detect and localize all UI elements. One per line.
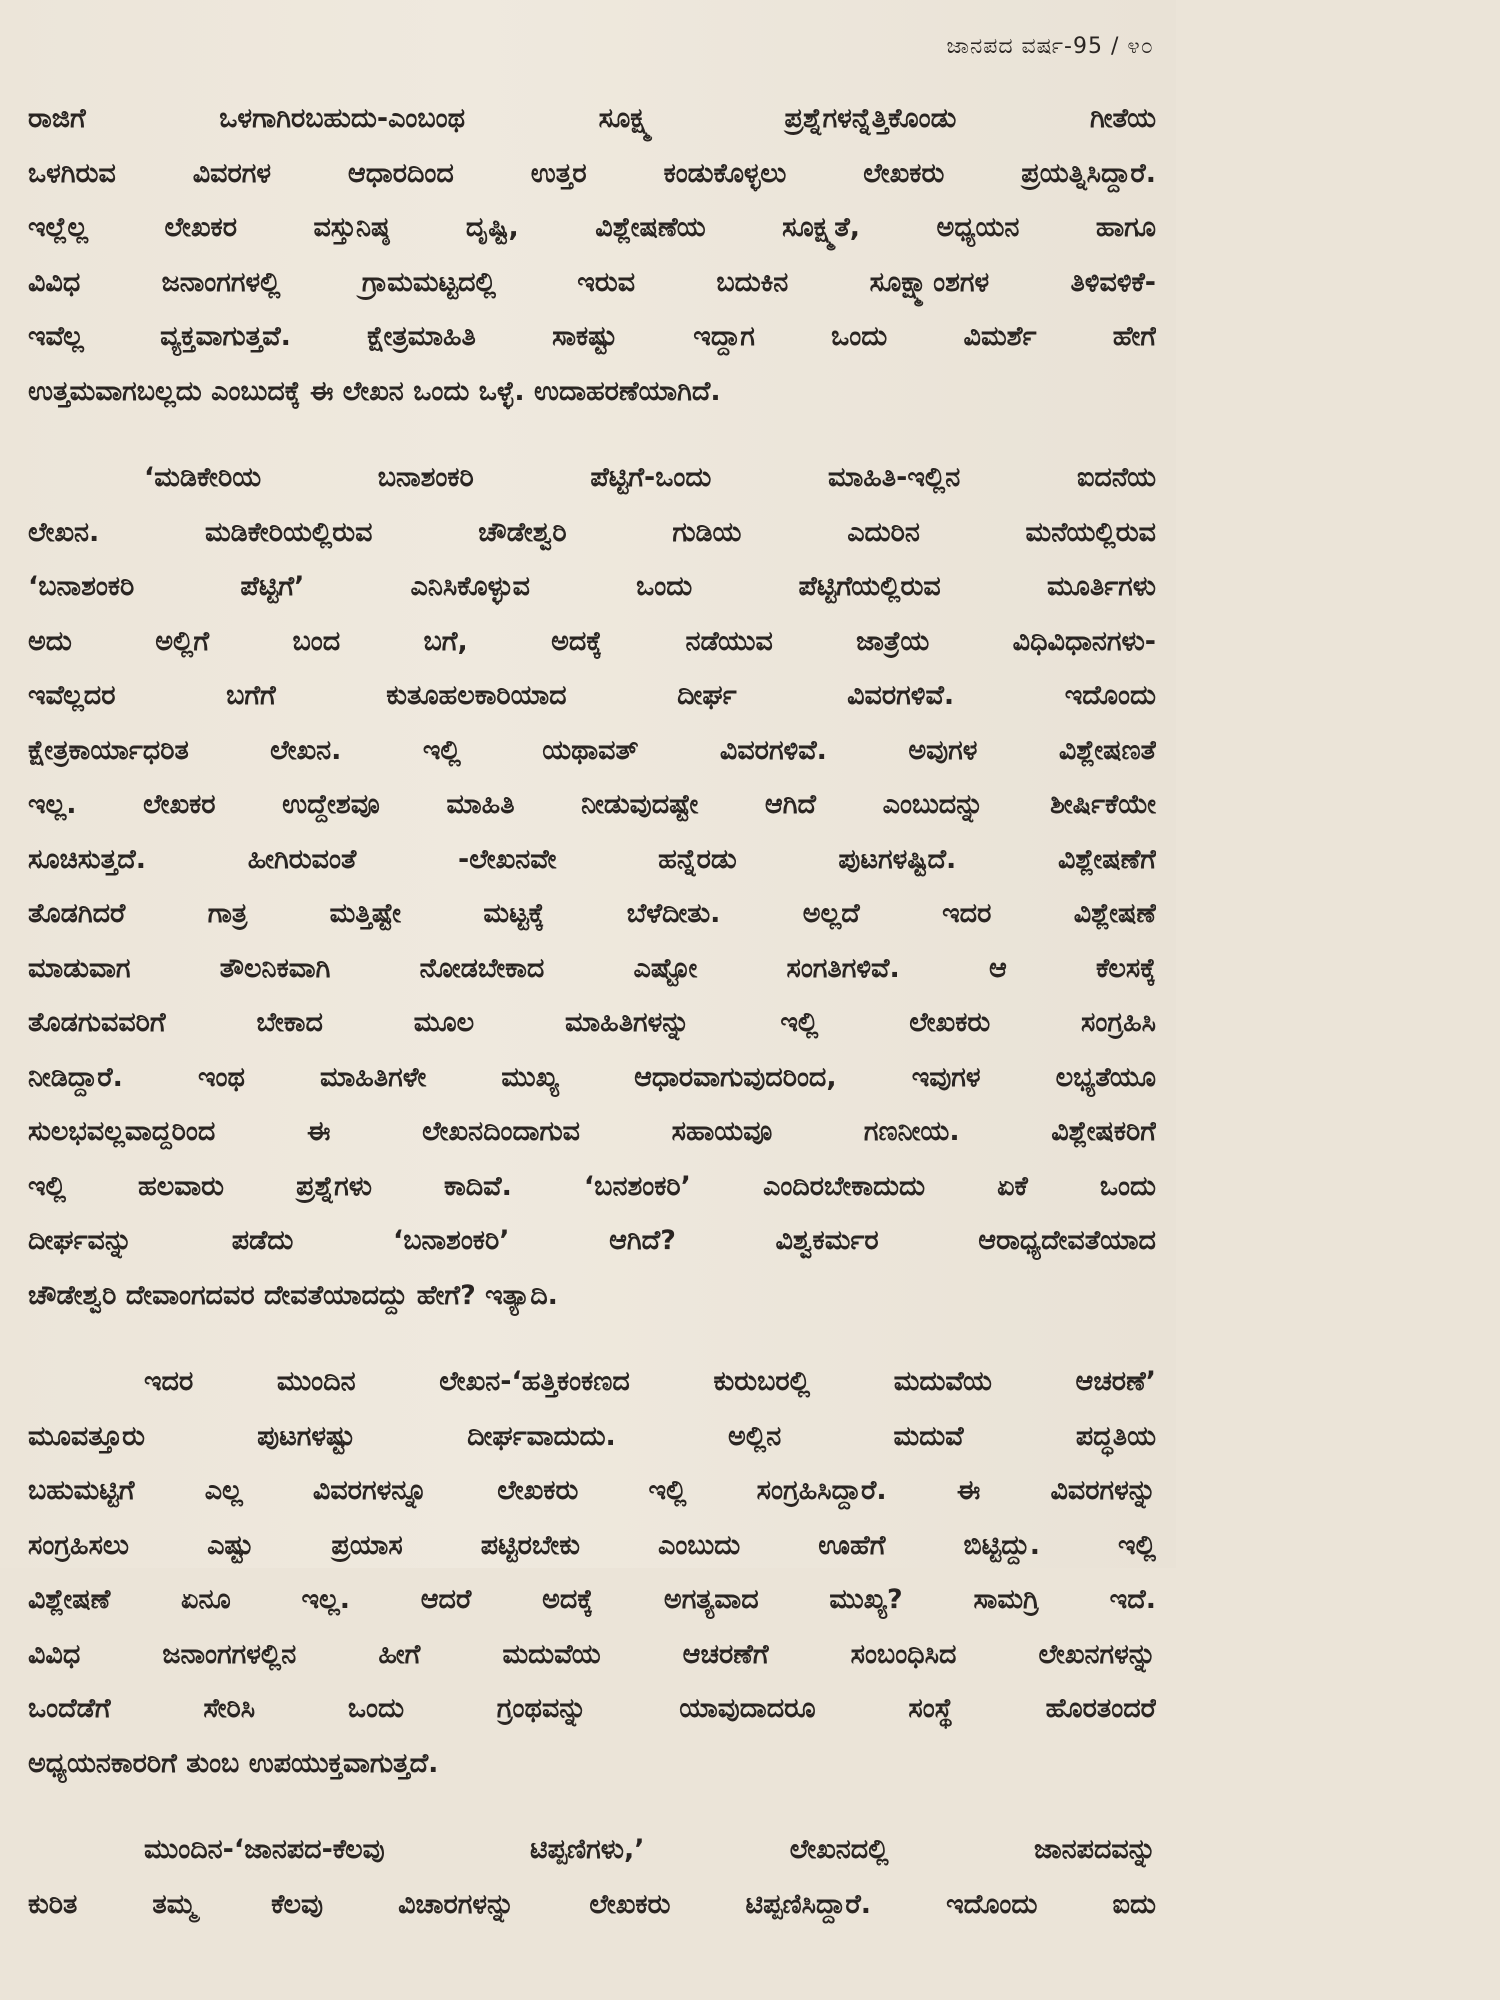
text-line: ಕ್ಷೇತ್ರಕಾರ್ಯಾಧರಿತ ಲೇಖನ. ಇಲ್ಲಿ ಯಥಾವತ್ ವಿವರಗಳಿವೆ. ಅವುಗಳ ವಿಶ್ಲೇಷಣತೆ (28, 734, 1156, 766)
text-line: ಸೂಚಿಸುತ್ತದೆ. ಹೀಗಿರುವಂತೆ -ಲೇಖನವೇ ಹನ್ನೆರಡು ಪುಟಗಳಷ್ಟಿದೆ. ವಿಶ್ಲೇಷಣೆಗೆ (28, 843, 1156, 875)
paragraph (28, 451, 1156, 1323)
text-line: ಒಳಗಿರುವ ವಿವರಗಳ ಆಧಾರದಿಂದ ಉತ್ತರ ಕಂಡುಕೊಳ್ಳಲು ಲೇಖಕರು ಪ್ರಯತ್ನಿಸಿದ್ದಾರೆ. (28, 157, 1156, 189)
text-line: ಇಲ್ಲಿ ಹಲವಾರು ಪ್ರಶ್ನೆಗಳು ಕಾದಿವೆ. ‘ಬನಶಂಕರಿ’ ಎಂದಿರಬೇಕಾದುದು ಏಕೆ ಒಂದು (28, 1170, 1156, 1202)
text-line: ಇವೆಲ್ಲದರ ಬಗೆಗೆ ಕುತೂಹಲಕಾರಿಯಾದ ದೀರ್ಘ ವಿವರಗಳಿವೆ. ಇದೊಂದು (28, 680, 1156, 711)
text-line: ಇವೆಲ್ಲ ವ್ಯಕ್ತವಾಗುತ್ತವೆ. ಕ್ಷೇತ್ರಮಾಹಿತಿ ಸಾಕಷ್ಟು ಇದ್ದಾಗ ಒಂದು ವಿಮರ್ಶೆ ಹೇಗೆ (28, 321, 1156, 352)
text-line: ಮುಂದಿನ-‘ಜಾನಪದ-ಕೆಲವು ಟಿಪ್ಪಣಿಗಳು,’ ಲೇಖನದಲ್ಲಿ ಜಾನಪದವನ್ನು (144, 1834, 1156, 1865)
text-line: ಉತ್ತಮವಾಗಬಲ್ಲದು ಎಂಬುದಕ್ಕೆ ಈ ಲೇಖನ ಒಂದು ಒಳ್ಳೆ. ಉದಾಹರಣೆಯಾಗಿದೆ. (28, 375, 721, 407)
text-line: ಇದರ ಮುಂದಿನ ಲೇಖನ-‘ಹತ್ತಿಕಂಕಣದ ಕುರುಬರಲ್ಲಿ ಮದುವೆಯ ಆಚರಣೆ’ (144, 1366, 1156, 1397)
text-line: ಕುರಿತ ತಮ್ಮ ಕೆಲವು ವಿಚಾರಗಳನ್ನು ಲೇಖಕರು ಟಿಪ್ಪಣಿಸಿದ್ದಾರೆ. ಇದೊಂದು ಐದು (28, 1888, 1156, 1920)
text-line: ತೊಡಗಿದರೆ ಗಾತ್ರ ಮತ್ತಿಷ್ಟೇ ಮಟ್ಟಕ್ಕೆ ಬೆಳೆದೀತು. ಅಲ್ಲದೆ ಇದರ ವಿಶ್ಲೇಷಣೆ (28, 898, 1156, 929)
text-line: ಚೌಡೇಶ್ವರಿ ದೇವಾಂಗದವರ ದೇವತೆಯಾದದ್ದು ಹೇಗೆ? ಇತ್ಯಾದಿ. (28, 1279, 558, 1311)
page-header: ಜಾನಪದ ವರ್ಷ-95 / ೪೦ (946, 34, 1154, 59)
text-line: ಅಧ್ಯಯನಕಾರರಿಗೆ ತುಂಬ ಉಪಯುಕ್ತವಾಗುತ್ತದೆ. (28, 1747, 439, 1779)
text-line: ಇಲ್ಲೆಲ್ಲ ಲೇಖಕರ ವಸ್ತುನಿಷ್ಠ ದೃಷ್ಟಿ, ವಿಶ್ಲೇಷಣೆಯ ಸೂಕ್ಷ್ಮತೆ, ಅಧ್ಯಯನ ಹಾಗೂ (28, 212, 1156, 243)
text-line: ಅದು ಅಲ್ಲಿಗೆ ಬಂದ ಬಗೆ, ಅದಕ್ಕೆ ನಡೆಯುವ ಜಾತ್ರೆಯ ವಿಧಿವಿಧಾನಗಳು- (28, 625, 1156, 657)
text-line: ಸಂಗ್ರಹಿಸಲು ಎಷ್ಟು ಪ್ರಯಾಸ ಪಟ್ಟಿರಬೇಕು ಎಂಬುದು ಊಹೆಗೆ ಬಿಟ್ಟಿದ್ದು. ಇಲ್ಲಿ (28, 1529, 1156, 1561)
paragraph (28, 1355, 1156, 1791)
text-line: ದೀರ್ಘವನ್ನು ಪಡೆದು ‘ಬನಾಶಂಕರಿ’ ಆಗಿದೆ? ವಿಶ್ವಕರ್ಮರ ಆರಾಧ್ಯದೇವತೆಯಾದ (28, 1225, 1156, 1256)
document-body (28, 92, 1156, 1932)
text-line: ಬಹುಮಟ್ಟಿಗೆ ಎಲ್ಲ ವಿವರಗಳನ್ನೂ ಲೇಖಕರು ಇಲ್ಲಿ ಸಂಗ್ರಹಿಸಿದ್ದಾರೆ. ಈ ವಿವರಗಳನ್ನು (28, 1475, 1156, 1506)
text-line: ‘ಬನಾಶಂಕರಿ ಪೆಟ್ಟಿಗೆ’ ಎನಿಸಿಕೊಳ್ಳುವ ಒಂದು ಪೆಟ್ಟಿಗೆಯಲ್ಲಿರುವ ಮೂರ್ತಿಗಳು (28, 571, 1156, 602)
paragraph (28, 92, 1156, 419)
text-line: ಇಲ್ಲ. ಲೇಖಕರ ಉದ್ದೇಶವೂ ಮಾಹಿತಿ ನೀಡುವುದಷ್ಟೇ ಆಗಿದೆ ಎಂಬುದನ್ನು ಶೀರ್ಷಿಕೆಯೇ (28, 789, 1156, 820)
text-line: ‘ಮಡಿಕೇರಿಯ ಬನಾಶಂಕರಿ ಪೆಟ್ಟಿಗೆ-ಒಂದು ಮಾಹಿತಿ-ಇಲ್ಲಿನ ಐದನೆಯ (144, 462, 1156, 493)
text-line: ನೀಡಿದ್ದಾರೆ. ಇಂಥ ಮಾಹಿತಿಗಳೇ ಮುಖ್ಯ ಆಧಾರವಾಗುವುದರಿಂದ, ಇವುಗಳ ಲಭ್ಯತೆಯೂ (28, 1061, 1156, 1093)
text-line: ವಿವಿಧ ಜನಾಂಗಗಳಲ್ಲಿನ ಹೀಗೆ ಮದುವೆಯ ಆಚರಣೆಗೆ ಸಂಬಂಧಿಸಿದ ಲೇಖನಗಳನ್ನು (28, 1638, 1156, 1670)
text-line: ತೊಡಗುವವರಿಗೆ ಬೇಕಾದ ಮೂಲ ಮಾಹಿತಿಗಳನ್ನು ಇಲ್ಲಿ ಲೇಖಕರು ಸಂಗ್ರಹಿಸಿ (28, 1007, 1156, 1038)
text-line: ಮಾಡುವಾಗ ತೌಲನಿಕವಾಗಿ ನೋಡಬೇಕಾದ ಎಷ್ಟೋ ಸಂಗತಿಗಳಿವೆ. ಆ ಕೆಲಸಕ್ಕೆ (28, 952, 1156, 984)
text-line: ಸುಲಭವಲ್ಲವಾದ್ದರಿಂದ ಈ ಲೇಖನದಿಂದಾಗುವ ಸಹಾಯವೂ ಗಣನೀಯ. ವಿಶ್ಲೇಷಕರಿಗೆ (28, 1116, 1156, 1147)
text-line: ಲೇಖನ. ಮಡಿಕೇರಿಯಲ್ಲಿರುವ ಚೌಡೇಶ್ವರಿ ಗುಡಿಯ ಎದುರಿನ ಮನೆಯಲ್ಲಿರುವ (28, 516, 1156, 548)
text-line: ವಿವಿಧ ಜನಾಂಗಗಳಲ್ಲಿ ಗ್ರಾಮಮಟ್ಟದಲ್ಲಿ ಇರುವ ಬದುಕಿನ ಸೂಕ್ಷ್ಮಾಂಶಗಳ ತಿಳಿವಳಿಕೆ- (28, 266, 1156, 298)
text-line: ಒಂದೆಡೆಗೆ ಸೇರಿಸಿ ಒಂದು ಗ್ರಂಥವನ್ನು ಯಾವುದಾದರೂ ಸಂಸ್ಥೆ ಹೊರತಂದರೆ (28, 1693, 1156, 1724)
text-line: ರಾಜಿಗೆ ಒಳಗಾಗಿರಬಹುದು-ಎಂಬಂಥ ಸೂಕ್ಷ್ಮ ಪ್ರಶ್ನೆಗಳನ್ನೆತ್ತಿಕೊಂಡು ಗೀತೆಯ (28, 103, 1156, 134)
paragraph (28, 1823, 1156, 1932)
text-line: ಮೂವತ್ತೂರು ಪುಟಗಳಷ್ಟು ದೀರ್ಘವಾದುದು. ಅಲ್ಲಿನ ಮದುವೆ ಪದ್ಧತಿಯ (28, 1420, 1156, 1452)
text-line: ವಿಶ್ಲೇಷಣೆ ಏನೂ ಇಲ್ಲ. ಆದರೆ ಅದಕ್ಕೆ ಅಗತ್ಯವಾದ ಮುಖ್ಯ? ಸಾಮಗ್ರಿ ಇದೆ. (28, 1584, 1156, 1615)
